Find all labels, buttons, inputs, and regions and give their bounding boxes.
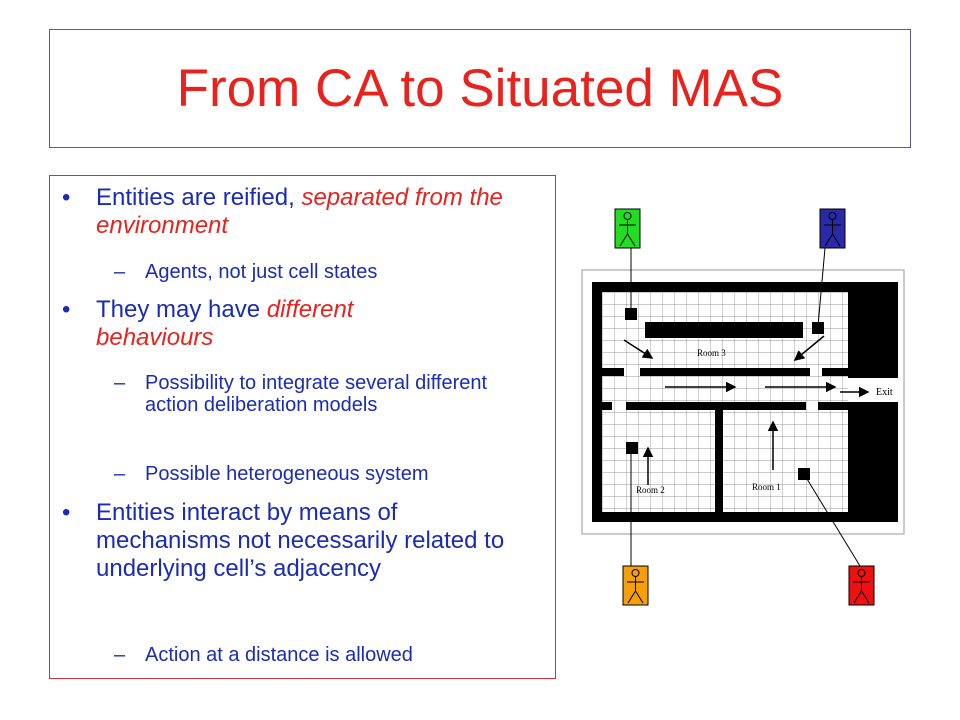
bullet-1-text: Entities are reified, (96, 184, 302, 211)
room-2-label: Room 2 (636, 485, 665, 495)
slide-title: From CA to Situated MAS (176, 59, 784, 118)
agent-red-icon (849, 566, 874, 605)
sub-bullet-4-text: Action at a distance is allowed (145, 644, 413, 666)
room-1-label: Room 1 (752, 482, 781, 492)
bullet-2-text: They may have (96, 296, 267, 323)
room-diagram (560, 190, 920, 620)
sub-bullet-3-text: Possible heterogeneous system (145, 463, 429, 485)
bullet-marker: • (62, 296, 71, 323)
content-box (49, 175, 556, 679)
bullet-3-text: Entities interact by means of mechanisms not necessarily related to underlying cell’s adjacency (96, 499, 505, 582)
exit-label: Exit (876, 387, 893, 398)
bullet-1-emphasis: separated from the environment (96, 184, 503, 239)
sub-bullet-1-text: Agents, not just cell states (145, 261, 378, 283)
dash-marker: – (114, 644, 126, 666)
room-3-label: Room 3 (697, 348, 726, 358)
dash-marker: – (114, 261, 126, 283)
bullet-2-emphasis: different behaviours (96, 296, 354, 351)
bullet-marker: • (62, 499, 71, 526)
corridor-wall (602, 368, 624, 376)
wall-rooms-1-2 (715, 410, 723, 512)
sub-bullet-2-text: Possibility to integrate several different action deliberation models (145, 372, 488, 416)
bullet-marker: • (62, 184, 71, 211)
agent-orange-icon (623, 566, 648, 605)
title-box (49, 29, 911, 148)
dash-marker: – (114, 463, 126, 485)
agent-cell (626, 442, 638, 454)
dash-marker: – (114, 372, 126, 394)
wall-room3 (645, 322, 803, 338)
agent-green-icon (615, 209, 640, 248)
agent-blue-icon (820, 209, 845, 248)
